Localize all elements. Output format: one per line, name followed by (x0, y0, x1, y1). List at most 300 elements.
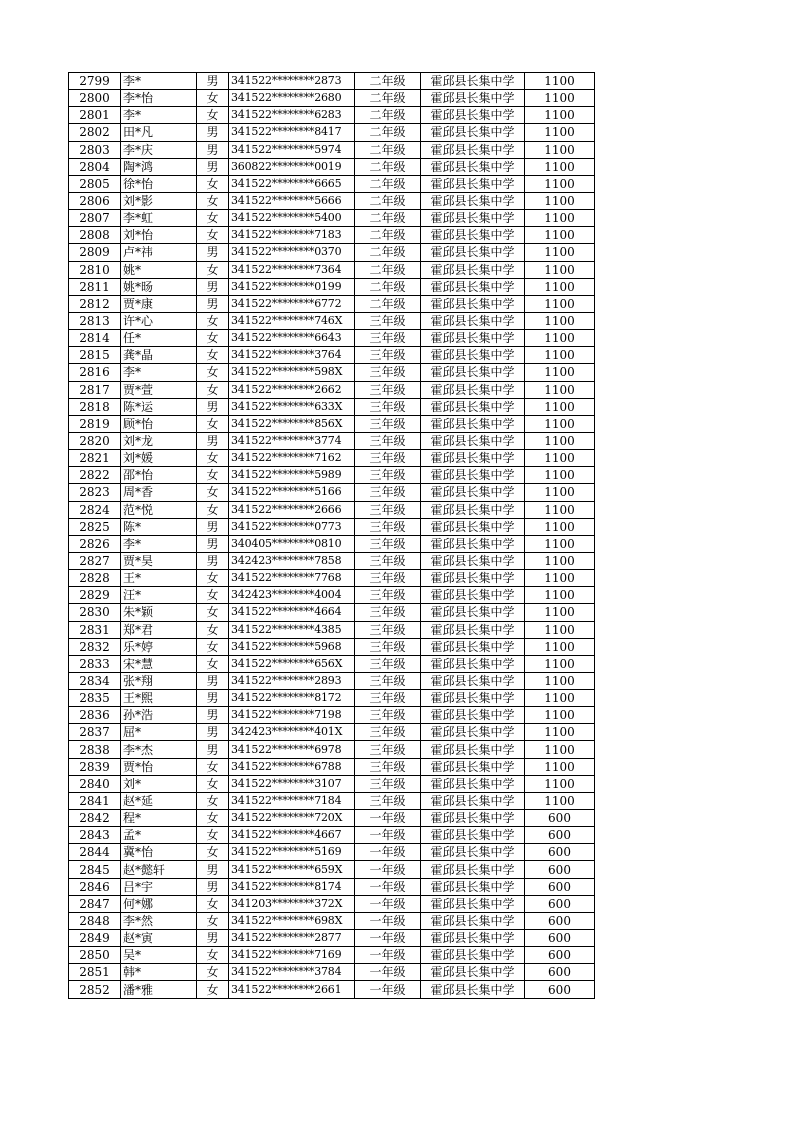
student-name-cell: 贾*怡 (121, 758, 197, 775)
gender-cell: 女 (197, 381, 229, 398)
amount-cell: 1100 (525, 124, 595, 141)
gender-cell: 男 (197, 690, 229, 707)
id-number-cell: 341522********2873 (229, 73, 355, 90)
amount-cell: 1100 (525, 244, 595, 261)
amount-cell: 600 (525, 964, 595, 981)
school-cell: 霍邱县长集中学 (421, 535, 525, 552)
table-row (69, 707, 595, 724)
id-number-cell: 341522********5166 (229, 484, 355, 501)
student-name-cell: 李* (121, 364, 197, 381)
id-number-cell: 341522********6772 (229, 295, 355, 312)
grade-cell: 一年级 (355, 827, 421, 844)
student-name-cell: 李*怡 (121, 90, 197, 107)
gender-cell: 女 (197, 621, 229, 638)
id-number-cell: 341522********7198 (229, 707, 355, 724)
grade-cell: 二年级 (355, 158, 421, 175)
student-name-cell: 冀*怡 (121, 844, 197, 861)
grade-cell: 一年级 (355, 930, 421, 947)
grade-cell: 三年级 (355, 484, 421, 501)
table-row (69, 792, 595, 809)
grade-cell: 一年级 (355, 895, 421, 912)
table-row (69, 552, 595, 569)
student-name-cell: 汪* (121, 587, 197, 604)
grade-cell: 一年级 (355, 912, 421, 929)
table-row (69, 244, 595, 261)
table-row (69, 90, 595, 107)
school-cell: 霍邱县长集中学 (421, 364, 525, 381)
amount-cell: 1100 (525, 210, 595, 227)
id-number-cell: 342423********7858 (229, 552, 355, 569)
school-cell: 霍邱县长集中学 (421, 844, 525, 861)
student-name-cell: 程* (121, 810, 197, 827)
amount-cell: 1100 (525, 535, 595, 552)
id-number-cell: 341522********720X (229, 810, 355, 827)
grade-cell: 一年级 (355, 947, 421, 964)
id-number-cell: 341522********5989 (229, 467, 355, 484)
school-cell: 霍邱县长集中学 (421, 930, 525, 947)
table-row (69, 981, 595, 998)
serial-number-cell: 2844 (69, 844, 121, 861)
grade-cell: 三年级 (355, 552, 421, 569)
amount-cell: 600 (525, 895, 595, 912)
grade-cell: 二年级 (355, 244, 421, 261)
grade-cell: 三年级 (355, 501, 421, 518)
gender-cell: 男 (197, 930, 229, 947)
gender-cell: 女 (197, 964, 229, 981)
grade-cell: 一年级 (355, 810, 421, 827)
id-number-cell: 342423********401X (229, 724, 355, 741)
serial-number-cell: 2828 (69, 570, 121, 587)
amount-cell: 1100 (525, 758, 595, 775)
amount-cell: 1100 (525, 192, 595, 209)
gender-cell: 男 (197, 724, 229, 741)
grade-cell: 二年级 (355, 295, 421, 312)
grade-cell: 二年级 (355, 278, 421, 295)
grade-cell: 三年级 (355, 724, 421, 741)
student-name-cell: 吴* (121, 947, 197, 964)
serial-number-cell: 2811 (69, 278, 121, 295)
amount-cell: 1100 (525, 175, 595, 192)
serial-number-cell: 2824 (69, 501, 121, 518)
school-cell: 霍邱县长集中学 (421, 792, 525, 809)
school-cell: 霍邱县长集中学 (421, 124, 525, 141)
gender-cell: 女 (197, 501, 229, 518)
serial-number-cell: 2807 (69, 210, 121, 227)
grade-cell: 三年级 (355, 364, 421, 381)
id-number-cell: 341522********2666 (229, 501, 355, 518)
id-number-cell: 341522********7183 (229, 227, 355, 244)
id-number-cell: 342423********4004 (229, 587, 355, 604)
student-name-cell: 田*凡 (121, 124, 197, 141)
school-cell: 霍邱县长集中学 (421, 278, 525, 295)
table-row (69, 587, 595, 604)
school-cell: 霍邱县长集中学 (421, 621, 525, 638)
gender-cell: 男 (197, 244, 229, 261)
school-cell: 霍邱县长集中学 (421, 90, 525, 107)
gender-cell: 女 (197, 844, 229, 861)
student-name-cell: 宋*慧 (121, 655, 197, 672)
serial-number-cell: 2827 (69, 552, 121, 569)
grade-cell: 三年级 (355, 415, 421, 432)
table-row (69, 330, 595, 347)
amount-cell: 1100 (525, 775, 595, 792)
amount-cell: 600 (525, 930, 595, 947)
amount-cell: 1100 (525, 604, 595, 621)
gender-cell: 女 (197, 981, 229, 998)
student-name-cell: 范*悦 (121, 501, 197, 518)
gender-cell: 女 (197, 912, 229, 929)
grade-cell: 三年级 (355, 775, 421, 792)
school-cell: 霍邱县长集中学 (421, 690, 525, 707)
gender-cell: 女 (197, 415, 229, 432)
student-name-cell: 孙*浩 (121, 707, 197, 724)
serial-number-cell: 2802 (69, 124, 121, 141)
table-row (69, 775, 595, 792)
student-name-cell: 许*心 (121, 312, 197, 329)
id-number-cell: 341522********7184 (229, 792, 355, 809)
amount-cell: 1100 (525, 741, 595, 758)
serial-number-cell: 2803 (69, 141, 121, 158)
table-row (69, 724, 595, 741)
grade-cell: 三年级 (355, 432, 421, 449)
serial-number-cell: 2842 (69, 810, 121, 827)
student-name-cell: 李*然 (121, 912, 197, 929)
id-number-cell: 341522********0370 (229, 244, 355, 261)
table-row (69, 381, 595, 398)
grade-cell: 一年级 (355, 844, 421, 861)
table-row (69, 124, 595, 141)
id-number-cell: 341522********7768 (229, 570, 355, 587)
student-name-cell: 乐*婷 (121, 638, 197, 655)
amount-cell: 1100 (525, 724, 595, 741)
student-name-cell: 邵*怡 (121, 467, 197, 484)
gender-cell: 女 (197, 587, 229, 604)
table-row (69, 364, 595, 381)
grade-cell: 二年级 (355, 175, 421, 192)
table-row (69, 210, 595, 227)
amount-cell: 1100 (525, 141, 595, 158)
amount-cell: 600 (525, 861, 595, 878)
serial-number-cell: 2830 (69, 604, 121, 621)
gender-cell: 男 (197, 518, 229, 535)
school-cell: 霍邱县长集中学 (421, 707, 525, 724)
grade-cell: 二年级 (355, 227, 421, 244)
school-cell: 霍邱县长集中学 (421, 878, 525, 895)
id-number-cell: 341522********598X (229, 364, 355, 381)
table-row (69, 655, 595, 672)
student-name-cell: 潘*雅 (121, 981, 197, 998)
serial-number-cell: 2835 (69, 690, 121, 707)
serial-number-cell: 2813 (69, 312, 121, 329)
school-cell: 霍邱县长集中学 (421, 192, 525, 209)
serial-number-cell: 2816 (69, 364, 121, 381)
grade-cell: 三年级 (355, 570, 421, 587)
school-cell: 霍邱县长集中学 (421, 638, 525, 655)
gender-cell: 女 (197, 467, 229, 484)
serial-number-cell: 2804 (69, 158, 121, 175)
grade-cell: 三年级 (355, 792, 421, 809)
id-number-cell: 341203********372X (229, 895, 355, 912)
gender-cell: 男 (197, 124, 229, 141)
grade-cell: 一年级 (355, 964, 421, 981)
student-name-cell: 吕*宇 (121, 878, 197, 895)
id-number-cell: 341522********5400 (229, 210, 355, 227)
amount-cell: 600 (525, 912, 595, 929)
serial-number-cell: 2815 (69, 347, 121, 364)
grade-cell: 三年级 (355, 312, 421, 329)
student-name-cell: 卢*祎 (121, 244, 197, 261)
table-row (69, 158, 595, 175)
gender-cell: 女 (197, 604, 229, 621)
table-row (69, 895, 595, 912)
table-row (69, 535, 595, 552)
id-number-cell: 341522********3107 (229, 775, 355, 792)
table-row (69, 73, 595, 90)
grade-cell: 三年级 (355, 655, 421, 672)
serial-number-cell: 2808 (69, 227, 121, 244)
id-number-cell: 341522********633X (229, 398, 355, 415)
gender-cell: 男 (197, 707, 229, 724)
student-name-cell: 陈*运 (121, 398, 197, 415)
table-row (69, 930, 595, 947)
table-row (69, 415, 595, 432)
serial-number-cell: 2843 (69, 827, 121, 844)
table-row (69, 484, 595, 501)
grade-cell: 三年级 (355, 381, 421, 398)
student-name-cell: 郑*君 (121, 621, 197, 638)
gender-cell: 女 (197, 947, 229, 964)
student-name-cell: 龚*晶 (121, 347, 197, 364)
serial-number-cell: 2799 (69, 73, 121, 90)
table-row (69, 261, 595, 278)
table-row (69, 227, 595, 244)
student-name-cell: 周*香 (121, 484, 197, 501)
serial-number-cell: 2822 (69, 467, 121, 484)
serial-number-cell: 2819 (69, 415, 121, 432)
student-name-cell: 任* (121, 330, 197, 347)
serial-number-cell: 2801 (69, 107, 121, 124)
grade-cell: 二年级 (355, 192, 421, 209)
amount-cell: 1100 (525, 278, 595, 295)
student-name-cell: 赵*寅 (121, 930, 197, 947)
id-number-cell: 341522********659X (229, 861, 355, 878)
grade-cell: 一年级 (355, 981, 421, 998)
school-cell: 霍邱县长集中学 (421, 947, 525, 964)
grade-cell: 一年级 (355, 878, 421, 895)
grade-cell: 三年级 (355, 347, 421, 364)
student-name-cell: 王* (121, 570, 197, 587)
serial-number-cell: 2821 (69, 450, 121, 467)
student-name-cell: 陶*鸿 (121, 158, 197, 175)
grade-cell: 二年级 (355, 261, 421, 278)
grade-cell: 三年级 (355, 690, 421, 707)
school-cell: 霍邱县长集中学 (421, 655, 525, 672)
table-row (69, 141, 595, 158)
school-cell: 霍邱县长集中学 (421, 175, 525, 192)
grade-cell: 三年级 (355, 741, 421, 758)
amount-cell: 1100 (525, 621, 595, 638)
gender-cell: 男 (197, 398, 229, 415)
table-row (69, 861, 595, 878)
student-name-cell: 赵*懿轩 (121, 861, 197, 878)
amount-cell: 1100 (525, 107, 595, 124)
amount-cell: 1100 (525, 707, 595, 724)
gender-cell: 女 (197, 364, 229, 381)
school-cell: 霍邱县长集中学 (421, 107, 525, 124)
student-name-cell: 刘*龙 (121, 432, 197, 449)
gender-cell: 女 (197, 210, 229, 227)
grade-cell: 三年级 (355, 398, 421, 415)
school-cell: 霍邱县长集中学 (421, 312, 525, 329)
table-row (69, 947, 595, 964)
serial-number-cell: 2848 (69, 912, 121, 929)
grade-cell: 二年级 (355, 124, 421, 141)
serial-number-cell: 2845 (69, 861, 121, 878)
amount-cell: 1100 (525, 295, 595, 312)
school-cell: 霍邱县长集中学 (421, 381, 525, 398)
grade-cell: 三年级 (355, 518, 421, 535)
id-number-cell: 341522********698X (229, 912, 355, 929)
id-number-cell: 341522********2662 (229, 381, 355, 398)
table-body (69, 73, 595, 999)
id-number-cell: 341522********4664 (229, 604, 355, 621)
id-number-cell: 340405********0810 (229, 535, 355, 552)
school-cell: 霍邱县长集中学 (421, 467, 525, 484)
student-name-cell: 贾*康 (121, 295, 197, 312)
school-cell: 霍邱县长集中学 (421, 827, 525, 844)
gender-cell: 男 (197, 535, 229, 552)
gender-cell: 女 (197, 775, 229, 792)
school-cell: 霍邱县长集中学 (421, 587, 525, 604)
gender-cell: 男 (197, 861, 229, 878)
gender-cell: 女 (197, 895, 229, 912)
amount-cell: 1100 (525, 672, 595, 689)
id-number-cell: 341522********746X (229, 312, 355, 329)
grade-cell: 三年级 (355, 638, 421, 655)
id-number-cell: 341522********8417 (229, 124, 355, 141)
amount-cell: 1100 (525, 655, 595, 672)
gender-cell: 男 (197, 741, 229, 758)
gender-cell: 男 (197, 141, 229, 158)
student-name-cell: 姚* (121, 261, 197, 278)
student-name-cell: 刘*怡 (121, 227, 197, 244)
id-number-cell: 341522********4385 (229, 621, 355, 638)
id-number-cell: 341522********2893 (229, 672, 355, 689)
table-row (69, 912, 595, 929)
student-name-cell: 姚*旸 (121, 278, 197, 295)
amount-cell: 600 (525, 947, 595, 964)
grade-cell: 三年级 (355, 621, 421, 638)
id-number-cell: 341522********6788 (229, 758, 355, 775)
amount-cell: 1100 (525, 467, 595, 484)
amount-cell: 1100 (525, 381, 595, 398)
table-row (69, 192, 595, 209)
serial-number-cell: 2840 (69, 775, 121, 792)
school-cell: 霍邱县长集中学 (421, 347, 525, 364)
school-cell: 霍邱县长集中学 (421, 758, 525, 775)
gender-cell: 女 (197, 175, 229, 192)
id-number-cell: 341522********3784 (229, 964, 355, 981)
gender-cell: 女 (197, 810, 229, 827)
grade-cell: 三年级 (355, 707, 421, 724)
id-number-cell: 341522********0199 (229, 278, 355, 295)
gender-cell: 女 (197, 827, 229, 844)
id-number-cell: 360822********0019 (229, 158, 355, 175)
student-name-cell: 顾*怡 (121, 415, 197, 432)
amount-cell: 1100 (525, 587, 595, 604)
serial-number-cell: 2852 (69, 981, 121, 998)
student-name-cell: 贾*萱 (121, 381, 197, 398)
serial-number-cell: 2826 (69, 535, 121, 552)
student-name-cell: 李*杰 (121, 741, 197, 758)
amount-cell: 1100 (525, 501, 595, 518)
gender-cell: 女 (197, 484, 229, 501)
gender-cell: 女 (197, 330, 229, 347)
grade-cell: 二年级 (355, 90, 421, 107)
table-row (69, 741, 595, 758)
school-cell: 霍邱县长集中学 (421, 330, 525, 347)
table-row (69, 278, 595, 295)
amount-cell: 1100 (525, 330, 595, 347)
school-cell: 霍邱县长集中学 (421, 552, 525, 569)
gender-cell: 女 (197, 312, 229, 329)
serial-number-cell: 2809 (69, 244, 121, 261)
amount-cell: 600 (525, 981, 595, 998)
school-cell: 霍邱县长集中学 (421, 895, 525, 912)
gender-cell: 男 (197, 278, 229, 295)
id-number-cell: 341522********856X (229, 415, 355, 432)
serial-number-cell: 2834 (69, 672, 121, 689)
amount-cell: 1100 (525, 792, 595, 809)
school-cell: 霍邱县长集中学 (421, 73, 525, 90)
id-number-cell: 341522********5974 (229, 141, 355, 158)
grade-cell: 三年级 (355, 330, 421, 347)
table-row (69, 467, 595, 484)
serial-number-cell: 2838 (69, 741, 121, 758)
gender-cell: 女 (197, 758, 229, 775)
serial-number-cell: 2837 (69, 724, 121, 741)
serial-number-cell: 2812 (69, 295, 121, 312)
id-number-cell: 341522********3774 (229, 432, 355, 449)
school-cell: 霍邱县长集中学 (421, 861, 525, 878)
school-cell: 霍邱县长集中学 (421, 450, 525, 467)
amount-cell: 600 (525, 827, 595, 844)
amount-cell: 1100 (525, 73, 595, 90)
amount-cell: 600 (525, 878, 595, 895)
table-row (69, 758, 595, 775)
school-cell: 霍邱县长集中学 (421, 432, 525, 449)
student-name-cell: 李* (121, 107, 197, 124)
amount-cell: 1100 (525, 364, 595, 381)
table-row (69, 638, 595, 655)
gender-cell: 女 (197, 107, 229, 124)
id-number-cell: 341522********2680 (229, 90, 355, 107)
school-cell: 霍邱县长集中学 (421, 981, 525, 998)
table-row (69, 347, 595, 364)
id-number-cell: 341522********5169 (229, 844, 355, 861)
gender-cell: 女 (197, 347, 229, 364)
student-name-cell: 徐*怡 (121, 175, 197, 192)
grade-cell: 三年级 (355, 535, 421, 552)
table-row (69, 398, 595, 415)
serial-number-cell: 2805 (69, 175, 121, 192)
serial-number-cell: 2817 (69, 381, 121, 398)
gender-cell: 男 (197, 552, 229, 569)
table-row (69, 432, 595, 449)
serial-number-cell: 2850 (69, 947, 121, 964)
serial-number-cell: 2825 (69, 518, 121, 535)
student-name-cell: 李*虹 (121, 210, 197, 227)
